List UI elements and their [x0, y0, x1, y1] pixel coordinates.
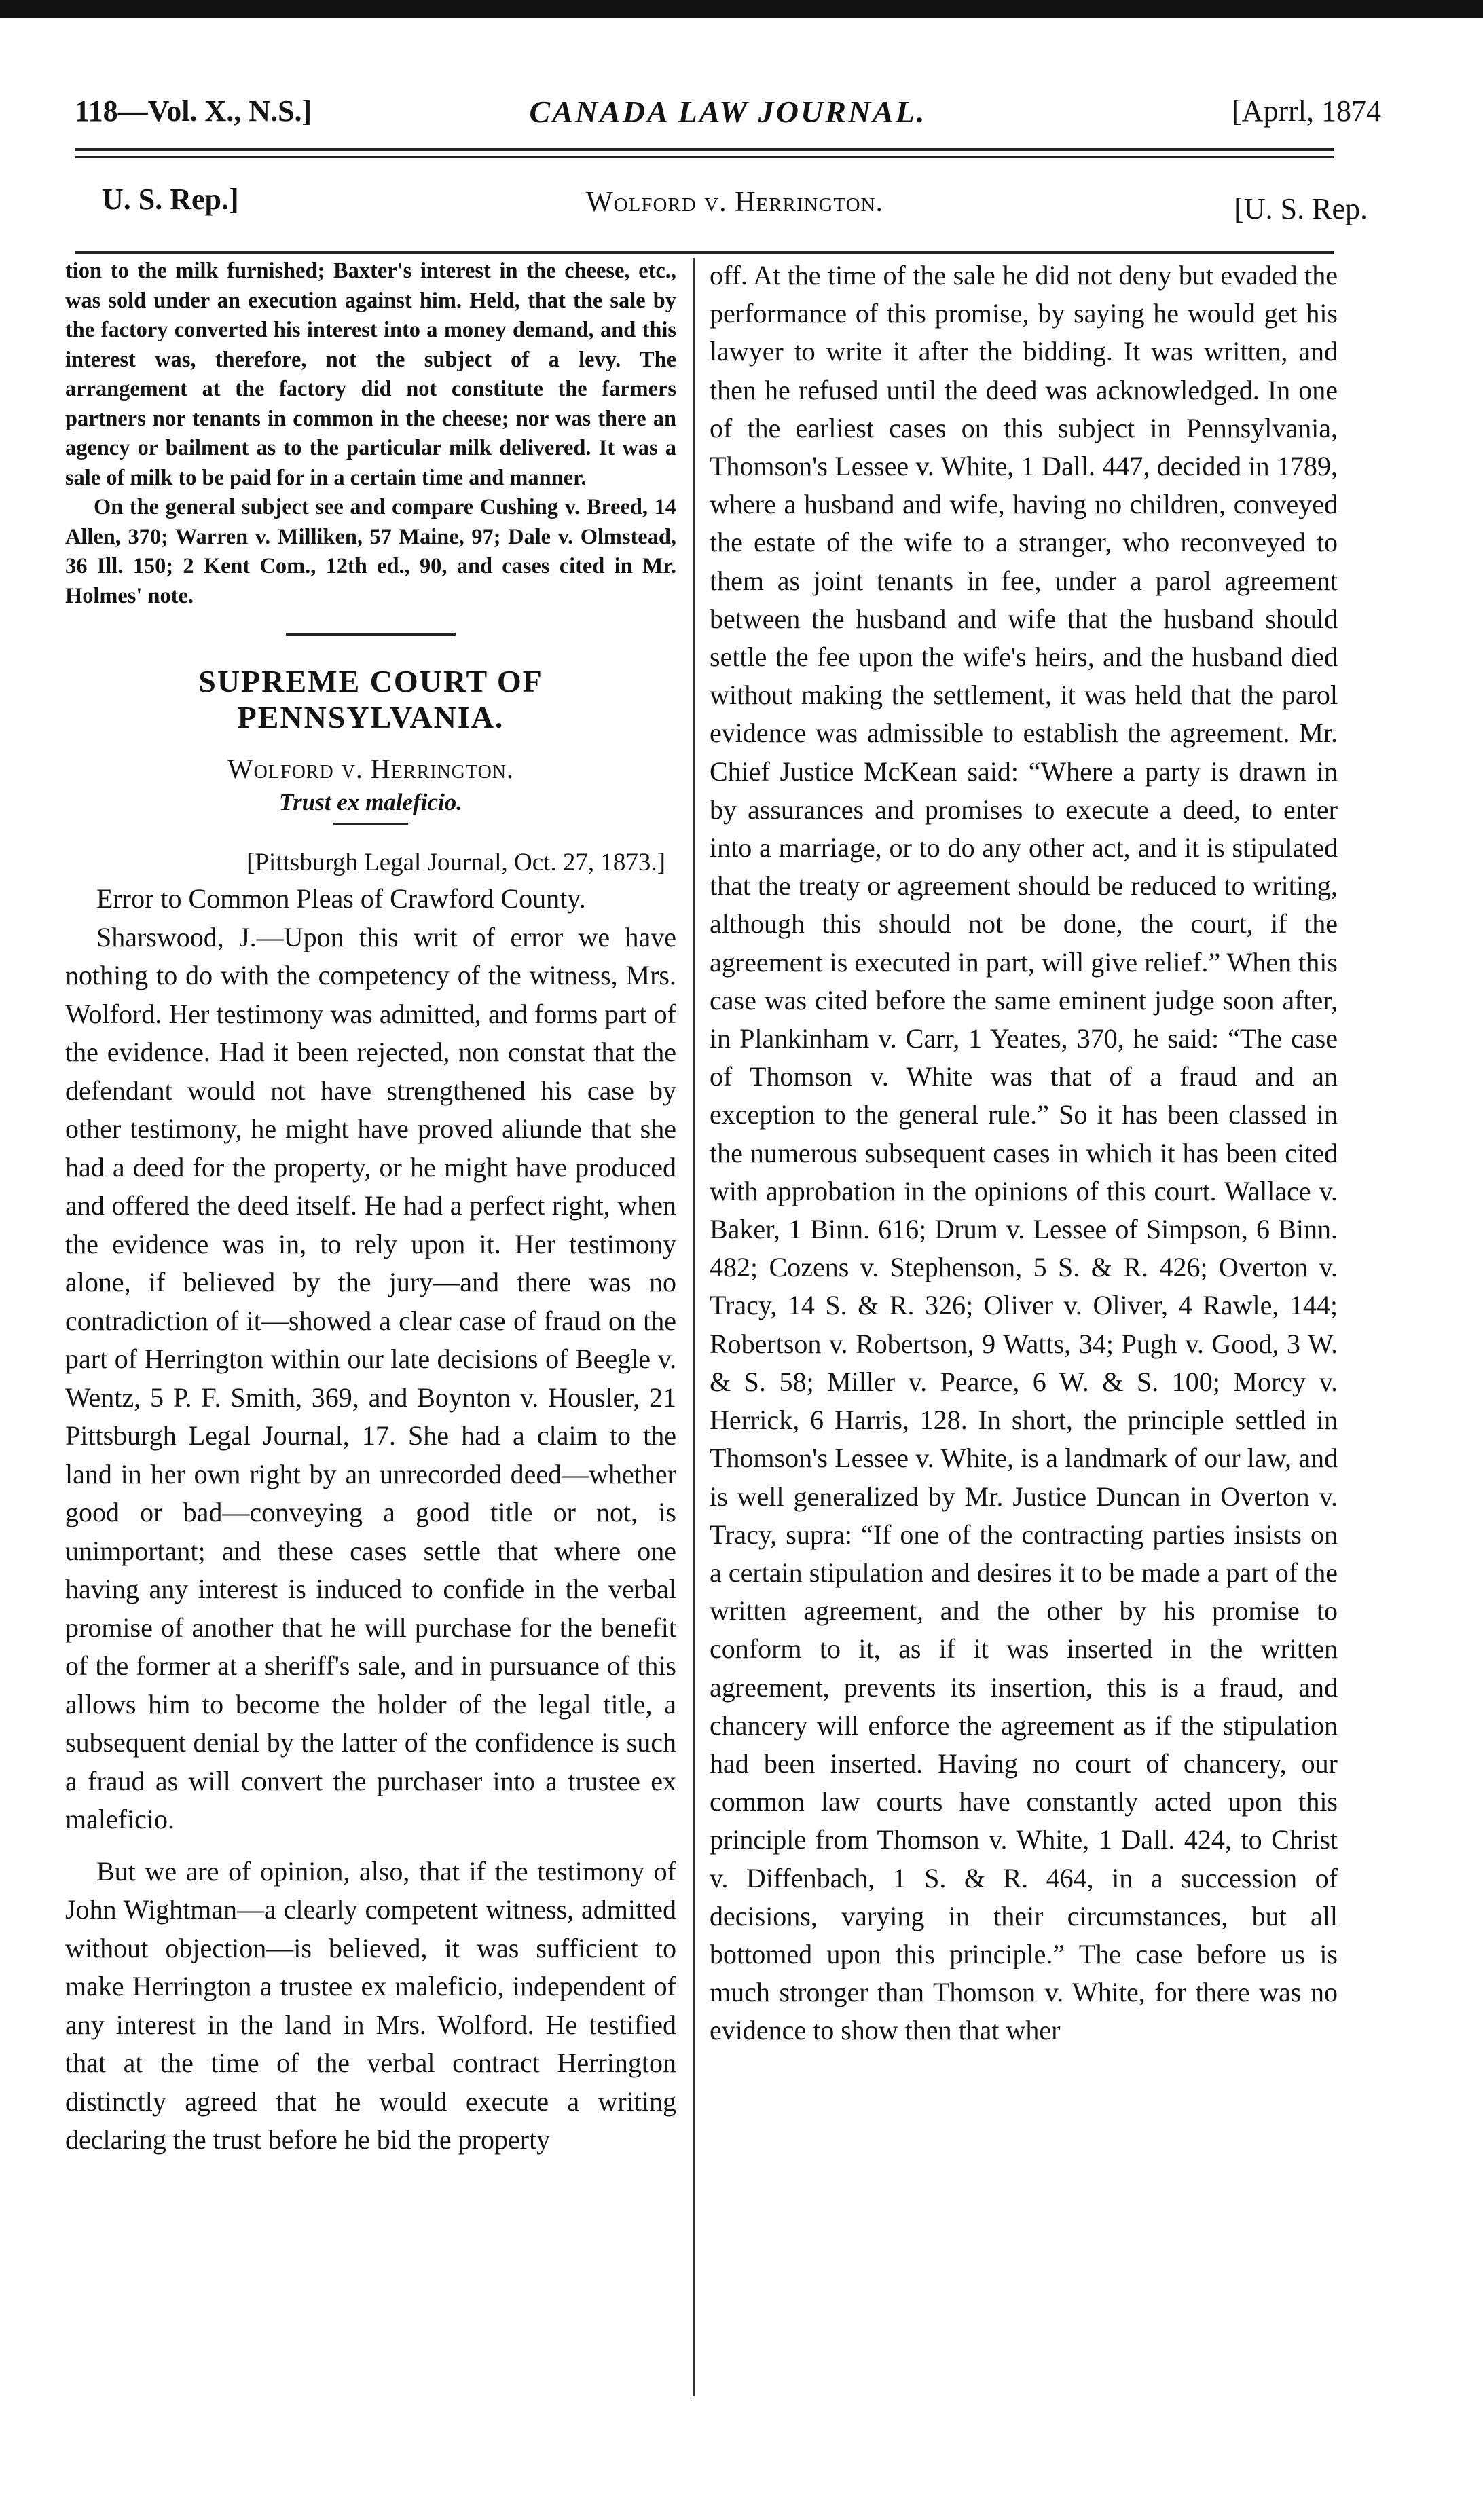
section-divider — [286, 633, 456, 636]
opinion-text-right — [686, 257, 1338, 2050]
court-heading: SUPREME COURT OF PENNSYLVANIA. — [198, 664, 543, 735]
subject-divider — [333, 823, 408, 825]
sub-header-rule — [75, 251, 1334, 254]
opening-line: Error to Common Pleas of Crawford County. — [96, 883, 586, 914]
case-title: Wolford v. Herrington. — [227, 754, 515, 784]
running-head — [75, 94, 1381, 148]
case-citation: [Pittsburgh Legal Journal, Oct. 27, 1873.] — [246, 849, 665, 876]
headnote-paragraph: tion to the milk furnished; Baxter's interest in the cheese, etc., was sold under an execution against him. Held, that the sale by the factory converted his interest into a money demand, and this interest was, therefore, not the subject of a levy. The arrangement at the factory did not constitute the farmers partners nor tenants in common in the cheese; nor was there an agency or bailment as to the particular milk delivered. It was a sale of milk to be paid for in a certain time and manner. — [65, 259, 676, 490]
right-column — [686, 257, 1338, 2050]
journal-title: CANADA LAW JOURNAL. — [529, 94, 927, 129]
opinion-paragraph: But we are of opinion, also, that if the testimony of John Wightman—a clearly competent witness, admitted without objection—is believed, it was sufficient to make Herrington a trustee ex maleficio, independent of any interest in the land in Mrs. Wolford. He testified that at the time of the verbal contract Herrington distinctly agreed that he would execute a writing declaring the trust before he bid the property — [65, 1855, 676, 2155]
page-volume-label: 118—Vol. X., N.S.] — [75, 94, 312, 128]
case-running-title: Wolford v. Herrington. — [586, 187, 883, 218]
header-rule-bottom — [75, 156, 1334, 158]
case-subject: Trust ex maleficio. — [279, 789, 462, 815]
left-column — [65, 257, 676, 2160]
opinion-paragraph: off. At the time of the sale he did not deny but evaded the performance of this promise, by saying he would get his lawyer to write it after the bidding. It was written, and then he refused until the deed was acknowledged. In one of the earliest cases on this subject in Pennsylvania, Thomson's Lessee v. White, 1 Dall. 447, decided in 1789, where a husband and wife, having no children, conveyed the estate of the wife to a stranger, who reconveyed to them as joint tenants in fee, under a parol agreement between the husband and wife that the husband should settle the fee upon the wife's heirs, and the husband died without making the settlement, it was held that the parol evidence was admissible to establish the agreement. Mr. Chief Justice McKean said: “Where a party is drawn in by assurances and promises to execute a deed, to enter into a marriage, or to do any other act, and it is stipulated that the treaty or agreement should be reduced to writing, although this should not be done, the court, if the agreement is executed in part, will give relief.” When this case was cited before the same eminent judge soon after, in Plankinham v. Carr, 1 Yeates, 370, he said: “The case of Thomson v. White was that of a fraud and an exception to the general rule.” So it has been classed in the numerous subsequent cases in which it has been cited with approbation in the opinions of this court. Wallace v. Baker, 1 Binn. 616; Drum v. Lessee of Simpson, 6 Binn. 482; Cozens v. Stephenson, 5 S. & R. 426; Overton v. Tracy, 14 S. & R. 326; Oliver v. Oliver, 4 Rawle, 144; Robertson v. Robertson, 9 Watts, 34; Pugh v. Good, 3 W. & S. 58; Miller v. Pearce, 6 W. & S. 100; Morcy v. Herrick, 6 Harris, 128. In short, the principle settled in Thomson's Lessee v. White, is a landmark of our law, and is well generalized by Mr. Justice Duncan in Overton v. Tracy, supra: “If one of the contracting parties insists on a certain stipulation and desires it to be made a part of the written agreement, and the other by his promise to conform to it, as if it was inserted in the written agreement, prevents its insertion, this is a fraud, and chancery will enforce the agreement as if the stipulation had been inserted. Having no court of chancery, our common law courts have constantly acted upon this principle from Thomson v. White, 1 Dall. 424, to Christ v. Diffenbach, 1 S. & R. 464, in a succession of decisions, varying in their circumstances, but all bottomed upon this principle.” The case before us is much stronger than Thomson v. White, for there was no evidence to show then that wher — [710, 260, 1338, 2046]
opinion-text-left — [65, 880, 676, 2160]
report-label-left: U. S. Rep.] — [102, 183, 239, 216]
report-label-right: [U. S. Rep. — [1234, 192, 1368, 225]
issue-date: [Aprrl, 1874 — [1232, 94, 1381, 128]
headnote — [65, 257, 676, 611]
opinion-paragraph: Sharswood, J.—Upon this writ of error we have nothing to do with the competency of the witness, Mrs. Wolford. Her testimony was admitted, and forms part of the evidence. Had it been rejected, non constat that the defendant would not have strengthened his case by other testimony, he might have proved aliunde that she had a deed for the property, or he might have produced and offered the deed itself. He had a perfect right, when the evidence was in, to rely upon it. Her testimony alone, if believed by the jury—and there was no contradiction of it—showed a clear case of fraud on the part of Herrington within our late decisions of Beegle v. Wentz, 5 P. F. Smith, 369, and Boynton v. Housler, 21 Pittsburgh Legal Journal, 17. She had a claim to the land in her own right by an unrecorded deed—whether good or bad—conveying a good title or not, is unimportant; and these cases settle that where one having any interest is induced to confide in the verbal promise of another that he will purchase for the benefit of the former at a sheriff's sale, and in pursuance of this allows him to become the holder of the legal title, a subsequent denial by the latter of the confidence is such a fraud as will convert the purchaser into a trustee ex maleficio. — [65, 921, 676, 1834]
header-rule-top — [75, 148, 1334, 151]
headnote-paragraph: On the general subject see and compare Cushing v. Breed, 14 Allen, 370; Warren v. Milliken, 57 Maine, 97; Dale v. Olmstead, 36 Ill. 150; 2 Kent Com., 12th ed., 90, and cases cited in Mr. Holmes' note. — [65, 495, 676, 608]
